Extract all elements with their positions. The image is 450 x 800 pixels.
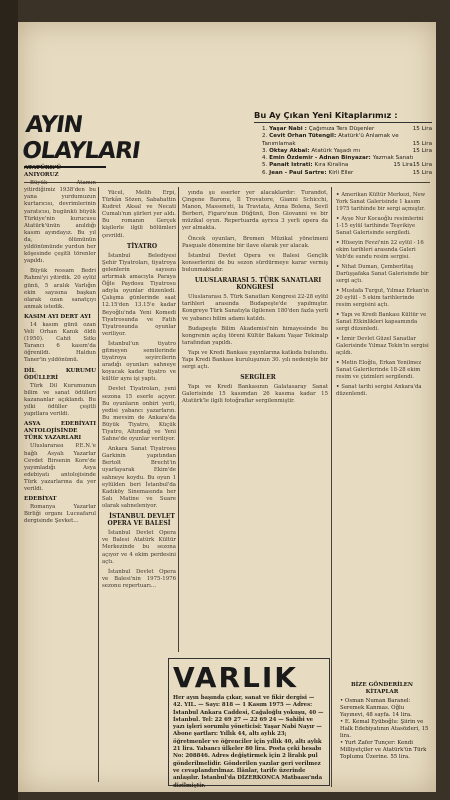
- paragraph: İstanbul Belediyesi Şehir Tiyatroları, tiyatroya gelenlerin sayısını artırmak amacıyla Paraya Öğle Paydosu Tiyatrosu adıyla oyunlar düzenledi. Çalışma günlerinde saat 12.15'den 13.15'e kadar Beyoğlu'nda Yeni Komedi Tiyatrosunda ve Fatih Tiyatrosunda oyunlar veriliyor.: [102, 252, 176, 337]
- heading: ASYA EDEBİYATI ANTOLOJİSİNDE TÜRK YAZARLARI: [24, 421, 96, 442]
- received-book-item: • Osman Numan Baranel: Seremek Kanmas. Oğlu Yayınevi, 48 sayfa. 14 lira.: [340, 698, 430, 719]
- paragraph: Türk Dil Kurumunun bilim ve sanat ödülleri kazananlar açıklandı. Bu yılki ödüller çeşitli yapıtlara verildi.: [24, 382, 96, 418]
- column-divider: [98, 187, 99, 782]
- new-book-item: [262, 126, 432, 133]
- book-author: Oktay Akbal:: [269, 147, 312, 154]
- book-author: Jean - Paul Sartre:: [269, 169, 329, 176]
- paragraph: Büyük Atamın yitirdiğimiz 1938'den bu yana yurdumuzun kurtarıcısı, devrimlerinin yaratıcısı, bugünkü büyük Türkiye'nin kurucusu Atatürk'ünün anıldığı kasım ayındayız. Bu yıl da, ölümünün yıldönümünde yurdun her köşesinde çeşitli törenler yapıldı.: [24, 180, 96, 265]
- book-title: Atatürk Yaşadı mı: [311, 147, 361, 154]
- column-divider: [331, 187, 332, 787]
- new-books-title: Bu Ay Çıkan Yeni Kitaplarımız :: [254, 110, 432, 123]
- new-book-item: [262, 133, 432, 148]
- book-title: Atatürk'ü Anlamak ve Tanımlamak: [262, 133, 399, 147]
- heading: EDEBİYAT: [24, 496, 57, 503]
- paragraph: Öncek oyunları, Bremen Müzikal yönetmeni Pasquale dönemine bir ilave olarak yer alacak.: [182, 235, 328, 249]
- book-author: Yaşar Nabi :: [269, 126, 309, 132]
- new-books-box: [254, 110, 432, 177]
- news-item: • Amerikan Kültür Merkezi, New York Sanat Galerisinde 1 kasım 1975 tarihinde bir sergi açmıştır.: [336, 192, 430, 213]
- book-price: 15 Lira: [412, 126, 432, 132]
- book-number: 5.: [262, 162, 270, 169]
- new-book-item: [262, 162, 432, 169]
- column-3: [182, 190, 328, 650]
- book-price: 15 Lira: [412, 169, 432, 176]
- heading: ULUSLARARASI 5. TÜRK SANATLARI KONGRESİ: [194, 277, 322, 292]
- section-title: AYIN OLAYLARI: [20, 112, 142, 164]
- book-author: Panait Istrati:: [269, 162, 315, 169]
- book-title: Kıra Kiralina: [314, 162, 349, 169]
- news-item: • Metin Eloğlu, Erkan Yenilmez Sanat Galerilerinde 18-28 ekim resim ve çizimleri sergilendi.: [336, 360, 430, 381]
- book-title: Çağımıza Ters Düşenler: [308, 126, 375, 132]
- news-item: • Mustafa Turgut, Yılmaz Erkan'ın 20 eylül - 5 ekim tarihlerinde resim sergisini açtı.: [336, 288, 430, 309]
- column-4-news: [336, 192, 430, 401]
- book-price: 15 Lira: [412, 162, 432, 169]
- paragraph: Uluslararası 5. Türk Sanatları Kongresi 22-28 eylül tarihleri arasında Budapeşte'de yapılmıştır. Kongreye Türk Sanatıyla ilgilenen 180'den fazla yerli ve yabancı bilim adamı katıldı.: [182, 294, 328, 322]
- paragraph: Devlet Tiyatroları, yeni sezona 15 eserle açıyor. Bu oyunların onbiri yerli, yedisi yabancı yazarların. Bu mevsim de Ankara'da Büyük Tiyatro, Küçük Tiyatro, Altındağ ve Yeni Sahne'de oyunlar veriliyor.: [102, 386, 176, 443]
- exhibition-list: [336, 192, 430, 398]
- paragraph: Romanya Yazarlar Birliği organı Luceafarul dergisinde Şevket...: [24, 504, 96, 525]
- received-book-item: • Yurt Zafer Tunçer: Kendi Milliyetçiler ve Atatürk'ün Türk Toplumu Üzerine. 55 lira.: [340, 740, 430, 761]
- book-number: 6.: [262, 169, 270, 176]
- paragraph: İstanbul Devlet Opera ve Balesi Gençlik konserlerini de bu sezon sürdürmeye karar vermiş bulunmaktadır.: [182, 252, 328, 273]
- varlik-masthead-box: [168, 658, 330, 789]
- new-books-list: [254, 126, 432, 177]
- heading: KASIM AYI DERT AYI: [24, 313, 91, 320]
- paragraph: Yapı ve Kredi Bankasının Galatasaray Sanat Galerisinde 15 kasımdan 26 kasıma kadar 15 Atatürk'le ilgili fotoğraflar sergilenmiştir.: [182, 384, 328, 405]
- book-number: 4.: [262, 155, 270, 162]
- column-2: [102, 190, 176, 650]
- column-divider: [178, 187, 179, 652]
- heading: TİYATRO: [126, 242, 158, 250]
- paragraph: Yücel, Melih Erpi, Türkân Sözen, Sabahattin Kudret Aksal ve Necati Cumalı'nın şiirleri yer aldı. Bu romanın Gerçek kişilerle ilgili bölümleri çevrildi.: [102, 190, 176, 239]
- paragraph: Yapı ve Kredi Bankası yayınlarına katkıda bulundu. Yapı Kredi Bankası kuruluşunun 30. yılı nedeniyle bir sergi açtı.: [182, 349, 328, 371]
- paragraph: Uluslararası P.E.N.'e bağlı Asyalı Yazarlar Cevdet Birsenin Kore'de yayımladığı Asya edebiyatı antolojisinde Türk yazarlarına da yer verildi.: [24, 443, 96, 493]
- binding-edge: [0, 0, 18, 800]
- received-book-item: • E. Kemal Eyüboğlu: Şiirin ve Halk Edebiyatının Atasözleri, 15 lira.: [340, 719, 430, 740]
- paragraph: Budapeşte Bilim Akademisi'nin himayesinde bu kongrenin açılış töreni Kültür Bakanı Yaşar Tekinalp tarafından yapıldı.: [182, 325, 328, 346]
- news-item: • İzmir Devlet Güzel Sanatlar Galerisinde Yılmaz Tekin'in sergisi açıldı.: [336, 336, 430, 357]
- received-books-list: [334, 698, 430, 761]
- paragraph: yında şu eserler yer alacaklardır: Turandot, Çingene Baronu, İl Trovatore, Gianni Schicchi, Manon, Masseneti, la Traviata, Anna Bolena, Sevil Berberi, Figaro'nun Düğünü, Don Giovanni ve bir müzikal oyun. Repertuarda ayrıca 3 yerli opera da yer almakta.: [182, 190, 328, 232]
- paragraph: Büyük ressam Bedri Rahmi'yi yitirdik. 20 eylül günü, 5 aralık Varlığın ekin sayısına başkan olarak ozan sanatçıyı anmak istedik.: [24, 268, 96, 310]
- column-1: [24, 162, 96, 782]
- news-item: • Yapı ve Kredi Bankası Kültür ve Sanat Etkinlikleri kapsamında sergi düzenledi.: [336, 312, 430, 333]
- book-author: Cevit Orhan Tütengil:: [269, 133, 339, 140]
- paragraph: İstanbul'un tiyatro gitmeyen semtlerinde tiyatroya seyircilerin aradığı oyunları sahneye koyacak kadar tiyatro ve kültür aynı işi yaptı.: [102, 340, 176, 383]
- received-books-title: BİZE GÖNDERİLEN KİTAPLAR: [350, 682, 414, 695]
- paragraph: İstanbul Devlet Opera ve Balesi Atatürk Kültür Merkezinde bu sezona açıyor ve 4 ekim perdesini açtı.: [102, 530, 176, 565]
- book-title: Yazmak Sanatı: [372, 155, 414, 162]
- section-banner: [20, 112, 142, 164]
- varlik-logo: VARLIK: [173, 661, 298, 694]
- paragraph: Ankara Sanat Tiyatrosu Garkinin yapıtından Bertolt Brecht'in uyarlayarak Ekim'de sahneye koydu. Bu oyun 1 eylülden beri İstanbul'da Kadıköy Sinemasında her Salı Matine ve Suare olarak sahneleniyor.: [102, 446, 176, 509]
- book-title: Kirli Eller: [328, 169, 354, 176]
- book-price: 15 Lira: [412, 147, 432, 154]
- book-price: 15 Lira: [412, 140, 432, 147]
- paragraph: 14 kasım günü ozan Veli Orhan Kanık öldü (1950). Cahit Sıtkı Tarancı 6 kasım'da öğrenildi. Haldun Taner'in yıldönümü.: [24, 321, 96, 364]
- heading: ATATÜRK'Ü ANIYORUZ: [24, 165, 62, 179]
- book-author: Emin Özdemir - Adnan Binyazar:: [269, 155, 373, 162]
- heading: SERGİLER: [240, 374, 276, 382]
- heading: İSTANBUL DEVLET OPERA VE BALESİ: [107, 513, 175, 528]
- new-book-item: [262, 170, 432, 177]
- magazine-page: [18, 22, 436, 792]
- paragraph: İstanbul Devlet Opera ve Balesi'nin 1975-1976 sezonu repertuarı...: [102, 568, 176, 589]
- news-item: • Sanat tarihi sergisi Ankara'da düzenlendi.: [336, 384, 430, 398]
- book-number: 3.: [262, 147, 270, 154]
- news-item: • Hüseyin Fevzi'nin 22 eylül - 16 ekim tarihleri arasında Galeri Veb'de sundu resim sergisi.: [336, 240, 430, 261]
- news-item: • Nihat Duman, Çemberlitaş Darüşşafaka Sanat Galerisinde bir sergi açtı.: [336, 264, 430, 285]
- varlik-info: Her ayın başında çıkar, sanat ve fikir dergisi — 42. YIL. — Sayı: 818 — 1 Kasım 1975 — Adres: İstanbul Ankara Caddesi, Cağaloğlu yokuşu, 40 — İstanbul. Tel: 22 69 27 — 22 69 24 — Sahibi ve yazı işleri sorumlu yöneticisi: Yaşar Nabi Nayır — Abone şartları: Yıllık 44, altı aylık 23; öğretmenler ve öğrenciler için yıllık 40, altı aylık 21 lira. Yabancı ülkeler 80 lira. Posta çeki hesabı No: 208846. Adres değiştirmek için 2 liralık pul gönderilmelidir. Gönderilen yazılar geri verilmez ve cevaplandırılmaz. İlânlar, tarife üzerinde anlaşılır. İstanbul'da DİZERKONCA Matbaası'nda dizilmiştir.: [173, 695, 324, 789]
- book-number: 2.: [262, 133, 270, 140]
- heading: DİL KURUMU ÖDÜLLERİ: [24, 367, 96, 381]
- news-item: • Ayşe Nur Kocaoğlu resimlerini 1-15 eylül tarihinde Teşvikiye Sanat Galerisinde sergiledi.: [336, 216, 430, 237]
- book-price: 15 Lira: [393, 162, 413, 169]
- received-books-box: [334, 682, 430, 761]
- book-number: 1.: [262, 126, 270, 132]
